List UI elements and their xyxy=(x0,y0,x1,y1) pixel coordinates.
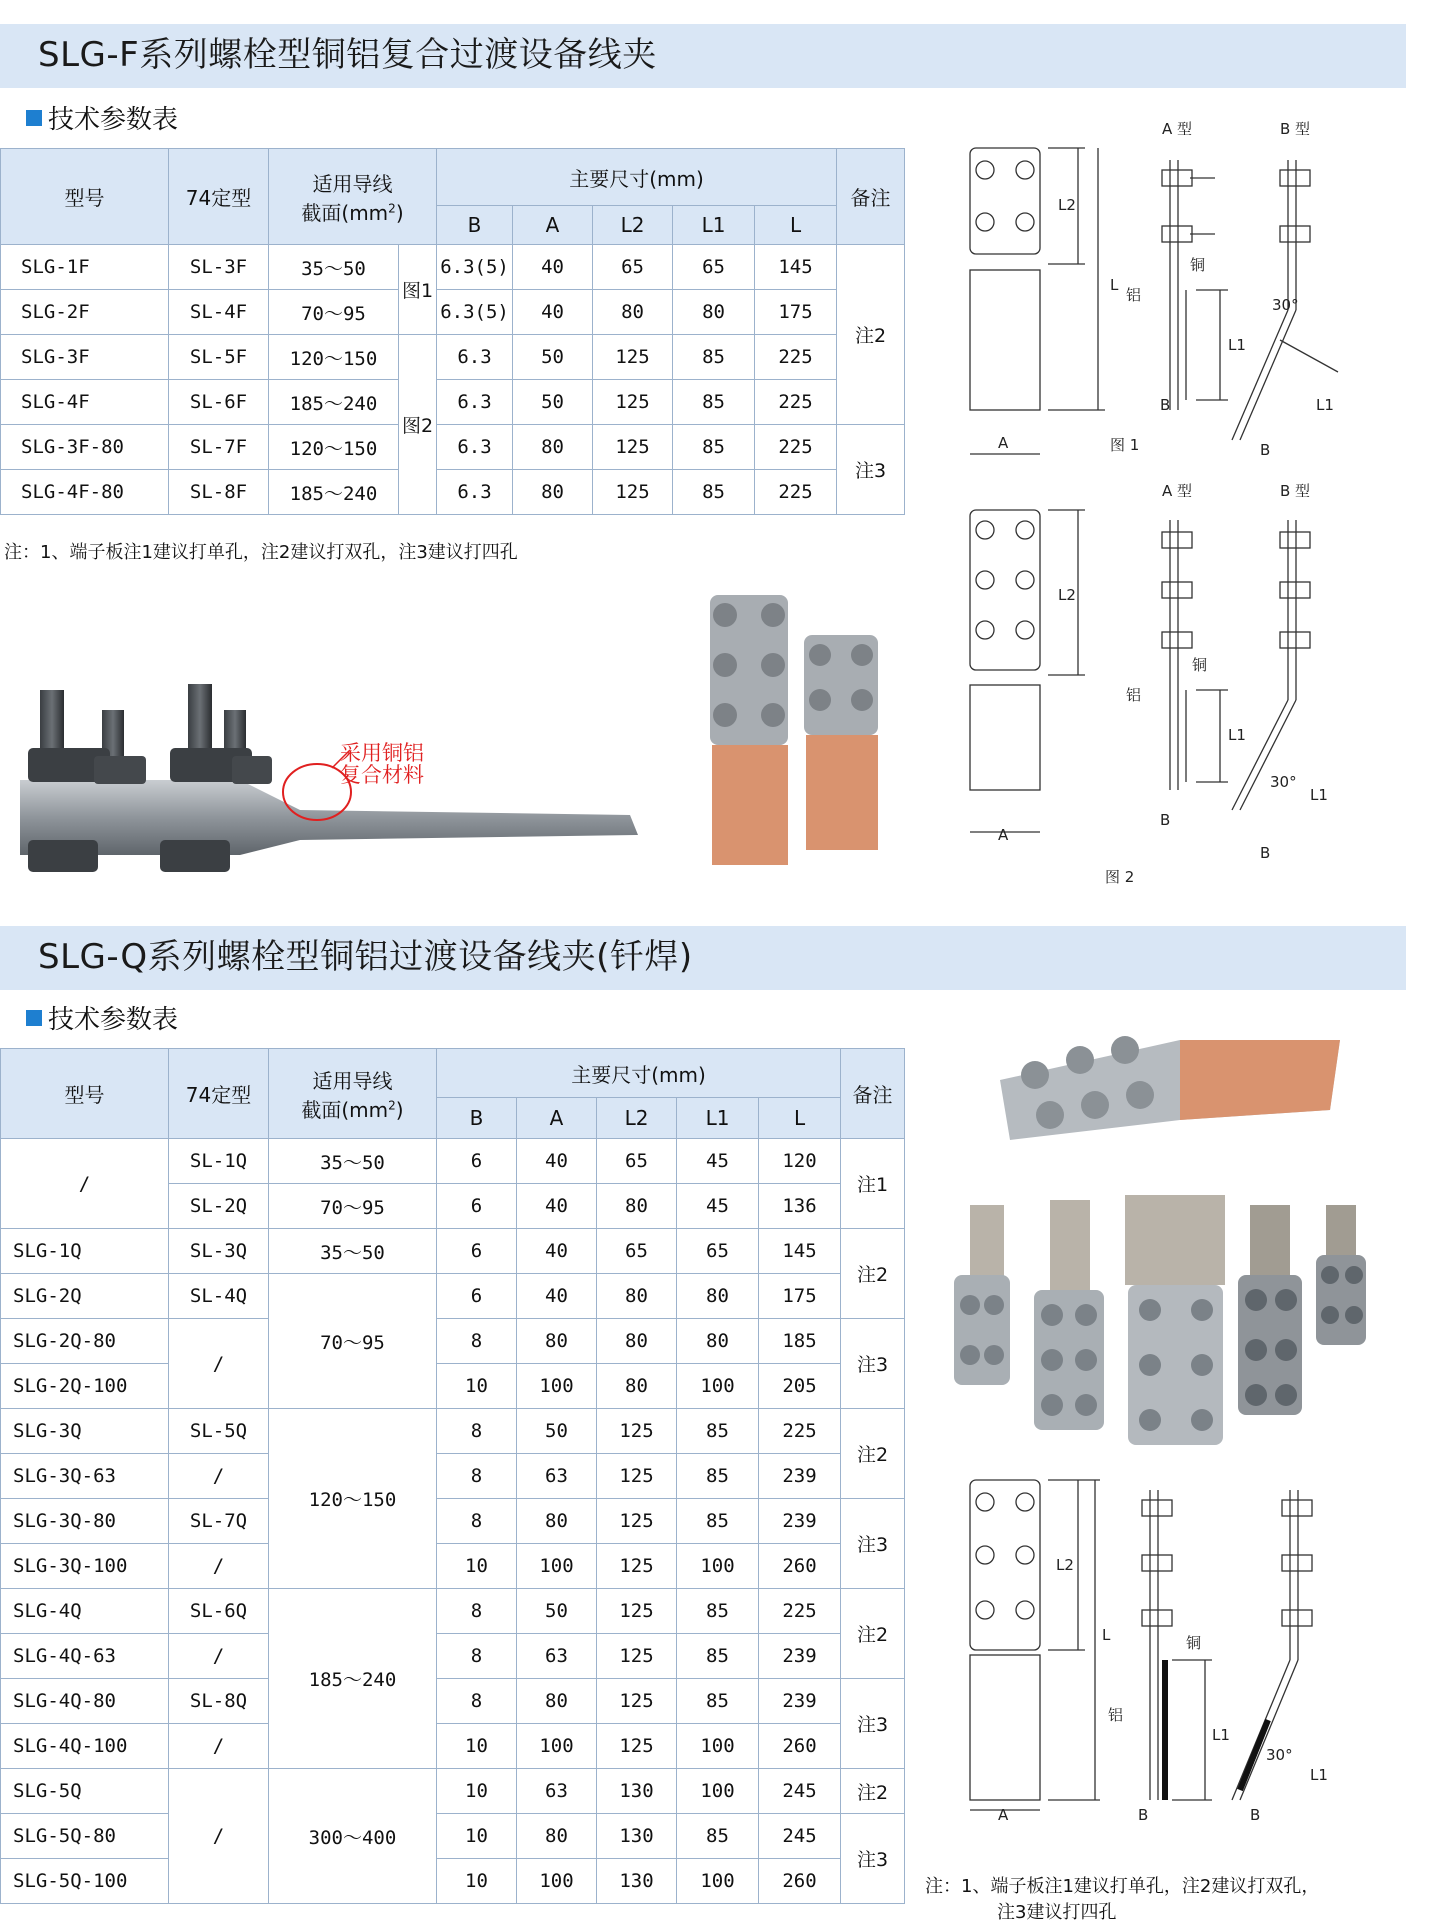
svg-text:L1: L1 xyxy=(1310,1766,1328,1784)
th-std74: 74定型 xyxy=(169,149,269,245)
th-L1: L1 xyxy=(673,206,755,245)
svg-text:L2: L2 xyxy=(1058,586,1076,604)
th-remark: 备注 xyxy=(841,1049,905,1139)
table-row: SLG-4Q-80 SL-8Q 8 80 125 85 239 注3 xyxy=(1,1679,905,1724)
table-row: SL-2Q 70～95 6 40 80 45 136 xyxy=(1,1184,905,1229)
callout-copper-aluminum: 采用铜铝 复合材料 xyxy=(340,741,424,787)
svg-text:A 型: A 型 xyxy=(1162,120,1193,138)
svg-text:30°: 30° xyxy=(1272,296,1299,314)
table-row: SLG-4Q-100 / 10 100 125 100 260 xyxy=(1,1724,905,1769)
th-std74: 74定型 xyxy=(169,1049,269,1139)
th-section: 适用导线 截面$(mm^2)$ xyxy=(269,149,437,245)
table-row: SLG-4Q-63 / 8 63 125 85 239 xyxy=(1,1634,905,1679)
th-remark: 备注 xyxy=(837,149,905,245)
th-L2: L2 xyxy=(593,206,673,245)
svg-text:L1: L1 xyxy=(1316,396,1334,414)
svg-text:L: L xyxy=(1110,276,1119,294)
table-row: SLG-2Q-80 / 8 80 80 80 185 注3 xyxy=(1,1319,905,1364)
svg-text:L1: L1 xyxy=(1310,786,1328,804)
th-dims: 主要尺寸(mm) xyxy=(437,149,837,206)
table-row: SLG-3Q SL-5Q 120～150 8 50 125 85 225 注2 xyxy=(1,1409,905,1454)
svg-text:铜: 铜 xyxy=(1192,656,1208,674)
svg-text:30°: 30° xyxy=(1266,1746,1293,1764)
svg-text:L: L xyxy=(1102,1626,1111,1644)
table-row: SLG-2F SL-4F 70～95 6.3(5) 40 80 80 175 xyxy=(1,290,905,335)
table-row: SLG-5Q / 300～400 10 63 130 100 245 注2 xyxy=(1,1769,905,1814)
svg-text:铝: 铝 xyxy=(1126,686,1142,704)
svg-text:B: B xyxy=(1260,441,1271,459)
section2-header-band xyxy=(0,926,1406,990)
table-row: SLG-3Q-63 / 8 63 125 85 239 xyxy=(1,1454,905,1499)
clamp-group-photo xyxy=(930,1195,1410,1455)
square-bullet-icon xyxy=(26,110,42,126)
table-row: SLG-3Q-100 / 10 100 125 100 260 xyxy=(1,1544,905,1589)
svg-text:L1: L1 xyxy=(1228,726,1246,744)
svg-text:B: B xyxy=(1160,811,1171,829)
section1-spec-table xyxy=(0,148,905,515)
section1-header-band xyxy=(0,24,1406,88)
table-row: SLG-5Q-100 10 100 130 100 260 xyxy=(1,1859,905,1904)
svg-text:B: B xyxy=(1260,844,1271,862)
section2-spec-table: 型号 74定型 适用导线 截面$(mm^2)$ 主要尺寸(mm) 备注 B A L2 L1 L / SL-1Q 35～50 6 40 65 45 120 注1 SL-2Q 70～95 6 40 80 45 136 SLG-1Q SL-3Q 35～50 6 40 65 65 145 注2 SLG-2Q SL-4Q 70～95 6 40 80 80 175 SLG-2Q-80 / 8 80 80 80 185 注3 SLG-2Q-100 10 100 80 100 205 SLG-3Q SL-5Q 120～150 8 50 125 85 225 注2 SLG-3Q-63 / 8 63 125 85 239 SLG-3Q-80 SL-7Q 8 80 125 85 239 注3 SLG-3Q-100 / 10 100 125 100 260 SLG-4Q SL-6Q 185～240 8 50 125 85 225 注2 SLG-4Q-63 / 8 63 125 85 239 SLG-4Q-80 SL-8Q 8 80 125 85 239 注3 SLG-4Q-100 / 10 100 125 100 260 SLG-5Q / 300～400 10 63 130 100 245 注2 SLG-5Q-80 10 80 130 85 245 注3 SLG-5Q-100 10 100 130 100 260 xyxy=(0,1048,905,1904)
table-row: SLG-1F SL-3F 35～50 图1 6.3(5) 40 65 65 145 注2 xyxy=(1,245,905,290)
square-bullet-icon xyxy=(26,1010,42,1026)
section2-title: SLG-Q系列螺栓型铜铝过渡设备线夹(钎焊) xyxy=(38,937,693,977)
table-row: SLG-2Q SL-4Q 70～95 6 40 80 80 175 xyxy=(1,1274,905,1319)
svg-text:铝: 铝 xyxy=(1108,1706,1124,1724)
svg-text:图 1: 图 1 xyxy=(1110,436,1140,454)
svg-text:A: A xyxy=(998,434,1009,452)
svg-text:A: A xyxy=(998,826,1009,844)
table-row: SLG-4Q SL-6Q 185～240 8 50 125 85 225 注2 xyxy=(1,1589,905,1634)
svg-text:30°: 30° xyxy=(1270,773,1297,791)
dimension-diagram-fig1-fig2 xyxy=(950,110,1400,890)
table-row: SLG-3F SL-5F 120～150 图2 6.3 50 125 85 225 xyxy=(1,335,905,380)
svg-text:B: B xyxy=(1138,1806,1149,1824)
clamp-vertical-photo xyxy=(690,575,900,875)
dimension-diagram-section2 xyxy=(950,1470,1400,1830)
table-row: SLG-4F-80 SL-8F 185～240 6.3 80 125 85 225 xyxy=(1,470,905,515)
svg-text:A 型: A 型 xyxy=(1162,482,1193,500)
svg-text:B: B xyxy=(1250,1806,1261,1824)
svg-text:图 2: 图 2 xyxy=(1105,868,1135,886)
section2-subhead: 技术参数表 xyxy=(26,1004,178,1036)
table-row: SLG-1Q SL-3Q 35～50 6 40 65 65 145 注2 xyxy=(1,1229,905,1274)
table-row: SLG-4F SL-6F 185～240 6.3 50 125 85 225 xyxy=(1,380,905,425)
svg-text:L2: L2 xyxy=(1058,196,1076,214)
svg-text:L1: L1 xyxy=(1228,336,1246,354)
svg-text:B: B xyxy=(1160,396,1171,414)
section1-footnote: 注：1、端子板注1建议打单孔，注2建议打双孔，注3建议打四孔 xyxy=(4,542,518,563)
section1-title: SLG-F系列螺栓型铜铝复合过渡设备线夹 xyxy=(38,35,657,75)
clamp-flat-photo xyxy=(990,1020,1350,1150)
th-B: B xyxy=(437,206,513,245)
svg-text:L1: L1 xyxy=(1212,1726,1230,1744)
table-row: SLG-2Q-100 10 100 80 100 205 xyxy=(1,1364,905,1409)
th-dims: 主要尺寸(mm) xyxy=(437,1049,841,1098)
th-L: L xyxy=(755,206,837,245)
svg-text:L2: L2 xyxy=(1056,1556,1074,1574)
svg-text:铜: 铜 xyxy=(1186,1634,1202,1652)
clamp-side-photo xyxy=(10,670,650,880)
section1-subhead: 技术参数表 xyxy=(26,104,178,136)
svg-text:B 型: B 型 xyxy=(1280,482,1311,500)
section2-footnote: 注：1、端子板注1建议打单孔，注2建议打双孔， 注3建议打四孔 xyxy=(925,1876,1320,1923)
th-section: 适用导线 截面$(mm^2)$ xyxy=(269,1049,437,1139)
table-row: SLG-5Q-80 10 80 130 85 245 注3 xyxy=(1,1814,905,1859)
th-model: 型号 xyxy=(1,1049,169,1139)
table-row: / SL-1Q 35～50 6 40 65 45 120 注1 xyxy=(1,1139,905,1184)
table-row: SLG-3Q-80 SL-7Q 8 80 125 85 239 注3 xyxy=(1,1499,905,1544)
table-row: SLG-3F-80 SL-7F 120～150 6.3 80 125 85 225 注3 xyxy=(1,425,905,470)
svg-text:B 型: B 型 xyxy=(1280,120,1311,138)
th-A: A xyxy=(513,206,593,245)
svg-text:铝: 铝 xyxy=(1126,286,1142,304)
svg-text:A: A xyxy=(998,1806,1009,1824)
th-model: 型号 xyxy=(1,149,169,245)
svg-text:铜: 铜 xyxy=(1190,256,1206,274)
